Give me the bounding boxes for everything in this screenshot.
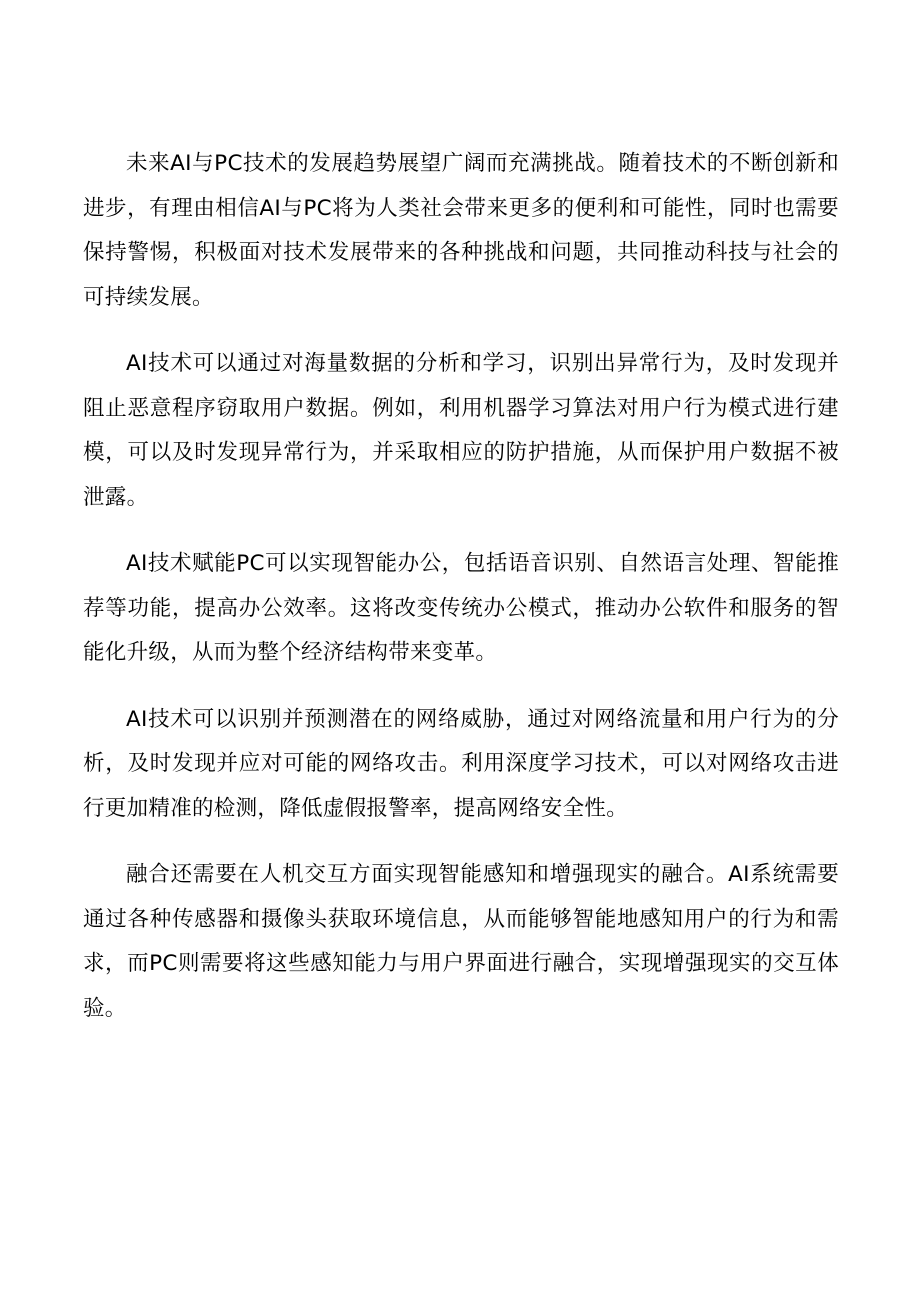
paragraph-human-computer-interaction: 融合还需要在人机交互方面实现智能感知和增强现实的融合。AI系统需要通过各种传感器和摄像头获取环境信息，从而能够智能地感知用户的行为和需求，而PC则需要将这些感知能力与用户界面进行融合，实现增强现实的交互体验。 [83,862,839,1021]
paragraph-smart-office: AI技术赋能PC可以实现智能办公，包括语音识别、自然语言处理、智能推荐等功能，提高办公效率。这将改变传统办公模式，推动办公软件和服务的智能化升级，从而为整个经济结构带来变革。 [83,551,839,665]
paragraph-data-protection: AI技术可以通过对海量数据的分析和学习，识别出异常行为，及时发现并阻止恶意程序窃取用户数据。例如，利用机器学习算法对用户行为模式进行建模，可以及时发现异常行为，并采取相应的防护措施，从而保护用户数据不被泄露。 [83,351,839,510]
document-body [83,142,839,1053]
paragraph-network-security: AI技术可以识别并预测潜在的网络威胁，通过对网络流量和用户行为的分析，及时发现并应对可能的网络攻击。利用深度学习技术，可以对网络攻击进行更加精准的检测，降低虚假报警率，提高网络安全性。 [83,706,839,821]
paragraph-ai-pc-outlook: 未来AI与PC技术的发展趋势展望广阔而充满挑战。随着技术的不断创新和进步，有理由相信AI与PC将为人类社会带来更多的便利和可能性，同时也需要保持警惕，积极面对技术发展带来的各种挑战和问题，共同推动科技与社会的可持续发展。 [83,151,839,310]
